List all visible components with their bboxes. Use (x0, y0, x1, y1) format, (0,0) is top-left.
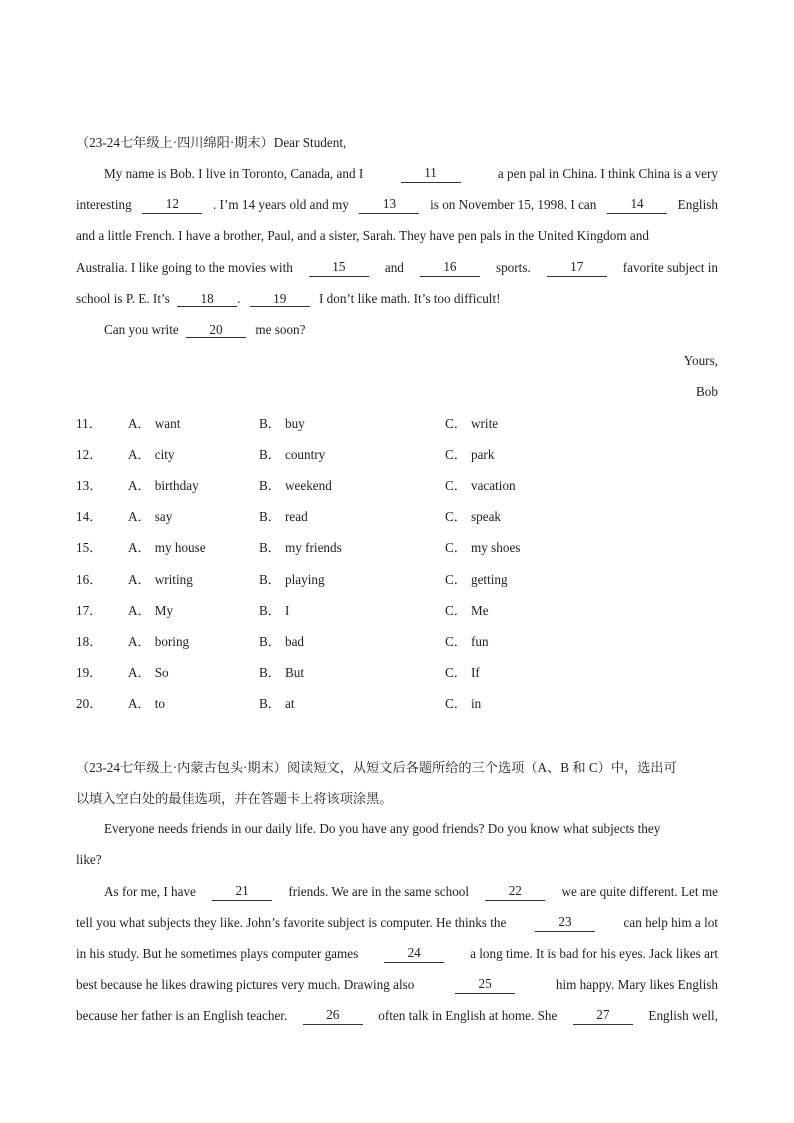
option-c[interactable] (445, 633, 489, 651)
option-text: vacation (470, 478, 516, 494)
option-letter: A． (128, 695, 151, 711)
option-b[interactable] (259, 664, 304, 682)
option-b[interactable] (259, 477, 332, 495)
blank-25[interactable]: 25 (455, 976, 515, 994)
question-number: 15． (76, 540, 103, 556)
option-b[interactable] (259, 415, 305, 433)
blank-24[interactable]: 24 (384, 945, 444, 963)
blank-16[interactable]: 16 (420, 259, 480, 277)
option-text: playing (284, 571, 325, 587)
question-number: 16． (76, 571, 103, 587)
option-letter: C． (445, 540, 467, 556)
blank-17[interactable]: 17 (547, 259, 607, 277)
passage1-line3: and a little French. I have a brother, Paul, and a sister, Sarah. They have pen pals in the United Kingdom and (76, 228, 649, 243)
option-letter: C． (445, 633, 467, 649)
option-letter: B． (259, 540, 281, 556)
option-text: want (154, 416, 181, 431)
option-letter: A． (128, 540, 151, 556)
option-text: to (154, 695, 165, 711)
passage2-p1-line1: Everyone needs friends in our daily life. Do you have any good friends? Do you know what subjects they (104, 821, 661, 836)
option-text: Me (470, 602, 489, 618)
passage1-line5: school is P. E. It’s 18 . 19 I don’t like math. It’s too difficult! (76, 291, 501, 306)
question-row (76, 571, 718, 589)
option-text: buy (284, 416, 305, 431)
option-letter: B． (259, 633, 281, 649)
blank-26[interactable]: 26 (303, 1007, 363, 1025)
passage2-p2-line2: tell you what subjects they like. John’s favorite subject is computer. He thinks the 23 can help him a lot (76, 914, 718, 930)
option-a[interactable] (128, 446, 175, 464)
question-number: 20． (76, 695, 103, 711)
question-row (76, 508, 718, 526)
letter-closing: Yours, (683, 353, 718, 368)
option-text: say (154, 509, 173, 525)
option-text: my shoes (470, 540, 521, 556)
option-text: my house (154, 540, 206, 556)
option-letter: A． (128, 664, 151, 680)
option-letter: A． (128, 633, 151, 649)
option-letter: B． (259, 602, 281, 618)
option-b[interactable] (259, 695, 295, 713)
option-b[interactable] (259, 539, 342, 557)
option-text: at (284, 695, 295, 711)
option-letter: A． (128, 416, 151, 431)
option-a[interactable] (128, 539, 206, 557)
option-text: write (470, 416, 499, 431)
option-text: But (284, 664, 305, 680)
option-letter: B． (259, 509, 281, 525)
option-c[interactable] (445, 446, 494, 464)
option-letter: B． (259, 571, 281, 587)
option-text: If (470, 664, 480, 680)
option-text: my friends (284, 540, 342, 556)
blank-18[interactable]: 18 (177, 291, 237, 307)
option-b[interactable] (259, 446, 325, 464)
option-text: writing (154, 571, 193, 587)
option-letter: A． (128, 571, 151, 587)
question-number: 17． (76, 602, 103, 618)
option-c[interactable] (445, 602, 489, 620)
option-text: getting (470, 571, 508, 587)
question-number: 18． (76, 633, 103, 649)
blank-21[interactable]: 21 (212, 883, 272, 901)
option-letter: B． (259, 416, 281, 431)
option-b[interactable] (259, 571, 325, 589)
option-text: bad (284, 633, 305, 649)
question-row (76, 477, 718, 495)
question-row (76, 602, 718, 620)
option-text: city (154, 447, 175, 463)
option-text: My (154, 602, 174, 618)
passage1-line1: My name is Bob. I live in Toronto, Canada, and I 11 a pen pal in China. I think China is a very (104, 165, 718, 181)
question-row (76, 415, 718, 433)
option-letter: A． (128, 602, 151, 618)
blank-12[interactable]: 12 (142, 196, 202, 214)
option-c[interactable] (445, 695, 481, 713)
option-letter: B． (259, 695, 281, 711)
passage2-p2-line4: best because he likes drawing pictures very much. Drawing also 25 him happy. Mary likes English (76, 976, 718, 992)
blank-11[interactable]: 11 (401, 165, 461, 183)
option-a[interactable] (128, 508, 172, 526)
option-a[interactable] (128, 664, 169, 682)
option-letter: C． (445, 509, 467, 525)
passage2-instruction-line1: （23-24七年级上·内蒙古包头·期末）阅读短文，从短文后各题所给的三个选项（A、B 和 C）中，选出可 (76, 760, 677, 775)
blank-13[interactable]: 13 (359, 196, 419, 214)
blank-19[interactable]: 19 (250, 291, 310, 307)
blank-22[interactable]: 22 (485, 883, 545, 901)
passage2-p2-line3: in his study. But he sometimes plays computer games 24 a long time. It is bad for his eyes. Jack likes art (76, 945, 718, 961)
option-text: birthday (154, 478, 199, 494)
option-letter: C． (445, 602, 467, 618)
passage1-header: （23-24七年级上·四川绵阳·期末）Dear Student, (76, 135, 347, 150)
passage2-p1-line2: like? (76, 852, 102, 867)
option-text: weekend (284, 478, 332, 494)
option-c[interactable] (445, 415, 498, 433)
option-b[interactable] (259, 633, 304, 651)
option-letter: B． (259, 447, 281, 463)
option-c[interactable] (445, 571, 508, 589)
question-number: 11． (76, 416, 102, 431)
option-letter: C． (445, 664, 467, 680)
question-number: 19． (76, 664, 103, 680)
option-c[interactable] (445, 508, 501, 526)
option-letter: C． (445, 447, 467, 463)
passage2-p2-line5: because her father is an English teacher. 26 often talk in English at home. She 27 English well, (76, 1007, 718, 1023)
option-text: So (154, 664, 169, 680)
question-number: 14． (76, 509, 103, 525)
passage1-line4: Australia. I like going to the movies with 15 and 16 sports. 17 favorite subject in (76, 259, 718, 275)
option-text: park (470, 447, 495, 463)
option-c[interactable] (445, 477, 516, 495)
option-b[interactable] (259, 602, 289, 620)
option-letter: A． (128, 509, 151, 525)
option-text: fun (470, 633, 489, 649)
question-row (76, 446, 718, 464)
blank-27[interactable]: 27 (573, 1007, 633, 1025)
question-number: 13． (76, 478, 103, 494)
option-a[interactable] (128, 477, 199, 495)
option-text: speak (470, 509, 502, 525)
passage1-line6: Can you write 20 me soon? (104, 322, 306, 337)
option-letter: C． (445, 571, 467, 587)
option-a[interactable] (128, 695, 165, 713)
letter-signature: Bob (696, 384, 718, 399)
blank-14[interactable]: 14 (607, 196, 667, 214)
option-text: I (284, 602, 290, 618)
option-letter: B． (259, 664, 281, 680)
option-a[interactable] (128, 633, 189, 651)
blank-20[interactable]: 20 (186, 322, 246, 338)
option-letter: C． (445, 695, 467, 711)
question-row (76, 539, 718, 557)
passage1-line2: interesting 12 . I’m 14 years old and my 13 is on November 15, 1998. I can 14 English (76, 196, 718, 212)
option-letter: A． (128, 478, 151, 494)
option-c[interactable] (445, 539, 520, 557)
option-letter: C． (445, 416, 467, 431)
passage2-instruction-line2: 以填入空白处的最佳选项，并在答题卡上将该项涂黑。 (76, 791, 393, 806)
question-row (76, 695, 718, 713)
option-b[interactable] (259, 508, 308, 526)
option-text: read (284, 509, 308, 525)
option-a[interactable] (128, 602, 173, 620)
passage2-p2-line1: As for me, I have 21 friends. We are in the same school 22 we are quite different. Let me (104, 883, 718, 899)
option-letter: A． (128, 447, 151, 463)
option-text: country (284, 447, 326, 463)
option-c[interactable] (445, 664, 480, 682)
blank-23[interactable]: 23 (535, 914, 595, 932)
question-row (76, 664, 718, 682)
blank-15[interactable]: 15 (309, 259, 369, 277)
question-row (76, 633, 718, 651)
option-text: boring (154, 633, 190, 649)
option-a[interactable] (128, 571, 193, 589)
question-number: 12． (76, 447, 103, 463)
option-letter: C． (445, 478, 467, 494)
option-text: in (470, 695, 482, 711)
option-a[interactable] (128, 415, 180, 433)
option-letter: B． (259, 478, 281, 494)
